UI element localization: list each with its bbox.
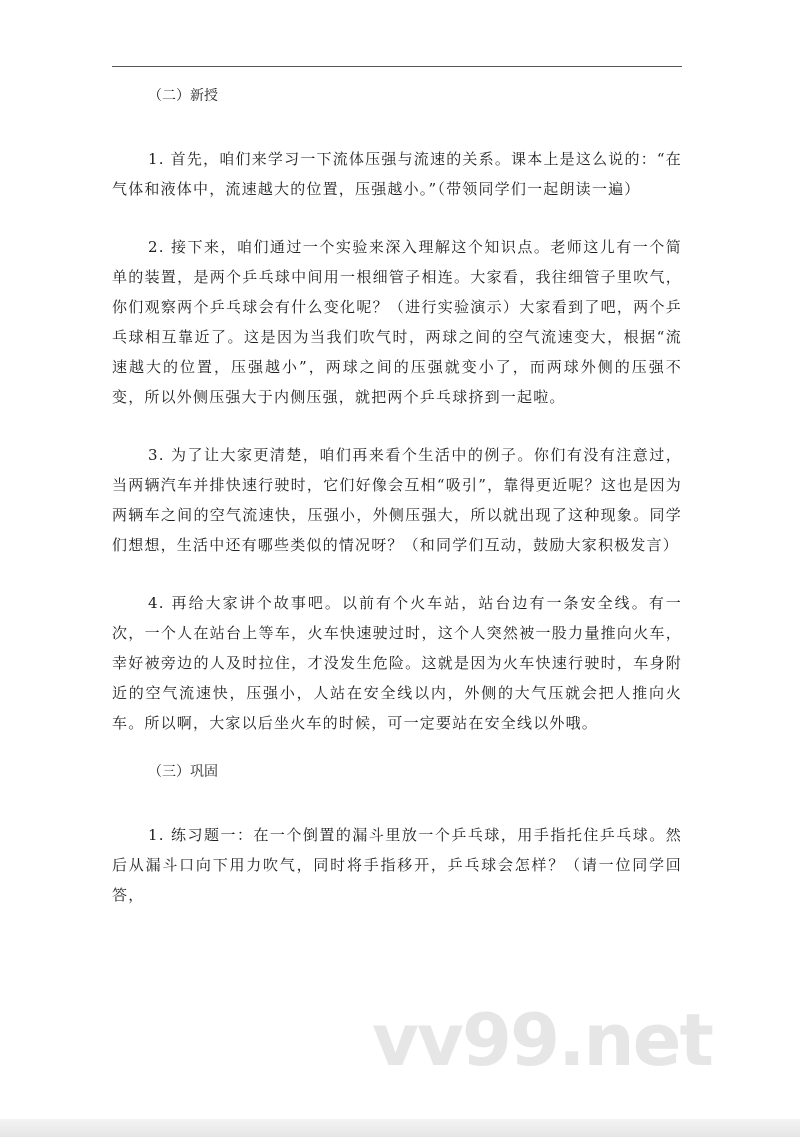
paragraph-3: 3. 为了让大家更清楚，咱们再来看个生活中的例子。你们有没有注意过，当两辆汽车并排快速行驶时，它们好像会互相“吸引”，靠得更近呢？这也是因为两辆车之间的空气流速快，压强小，外侧压强大，所以就出现了这种现象。同学们想想，生活中还有哪些类似的情况呀？（和同学们互动，鼓励大家积极发言） xyxy=(112,446,682,554)
document-body xyxy=(112,86,682,938)
exercise-1-paragraph: 1. 练习题一：在一个倒置的漏斗里放一个乒乓球，用手指托住乒乓球。然后从漏斗口向下用力吹气，同时将手指移开，乒乓球会怎样？（请一位同学回答， xyxy=(112,826,682,904)
section-heading-consolidation: （三）巩固 xyxy=(148,764,218,780)
watermark-logo: vv99.net xyxy=(372,998,712,1082)
page-bottom-edge xyxy=(0,1119,800,1137)
paragraph-1: 1. 首先，咱们来学习一下流体压强与流速的关系。课本上是这么说的：“在气体和液体中，流速越大的位置，压强越小。”（带领同学们一起朗读一遍） xyxy=(112,150,682,198)
section-heading-new-lesson: （二）新授 xyxy=(148,88,218,104)
paragraph-2: 2. 接下来，咱们通过一个实验来深入理解这个知识点。老师这儿有一个简单的装置，是两个乒乓球中间用一根细管子相连。大家看，我往细管子里吹气，你们观察两个乒乓球会有什么变化呢？（进行实验演示）大家看到了吧，两个乒乓球相互靠近了。这是因为当我们吹气时，两球之间的空气流速变大，根据“流速越大的位置，压强越小”，两球之间的压强就变小了，而两球外侧的压强不变，所以外侧压强大于内侧压强，就把两个乒乓球挤到一起啦。 xyxy=(112,238,682,406)
header-rule xyxy=(112,66,682,67)
paragraph-4: 4. 再给大家讲个故事吧。以前有个火车站，站台边有一条安全线。有一次，一个人在站台上等车，火车快速驶过时，这个人突然被一股力量推向火车，幸好被旁边的人及时拉住，才没发生危险。这就是因为火车快速行驶时，车身附近的空气流速快，压强小，人站在安全线以内，外侧的大气压就会把人推向火车。所以啊，大家以后坐火车的时候，可一定要站在安全线以外哦。 xyxy=(112,594,682,732)
